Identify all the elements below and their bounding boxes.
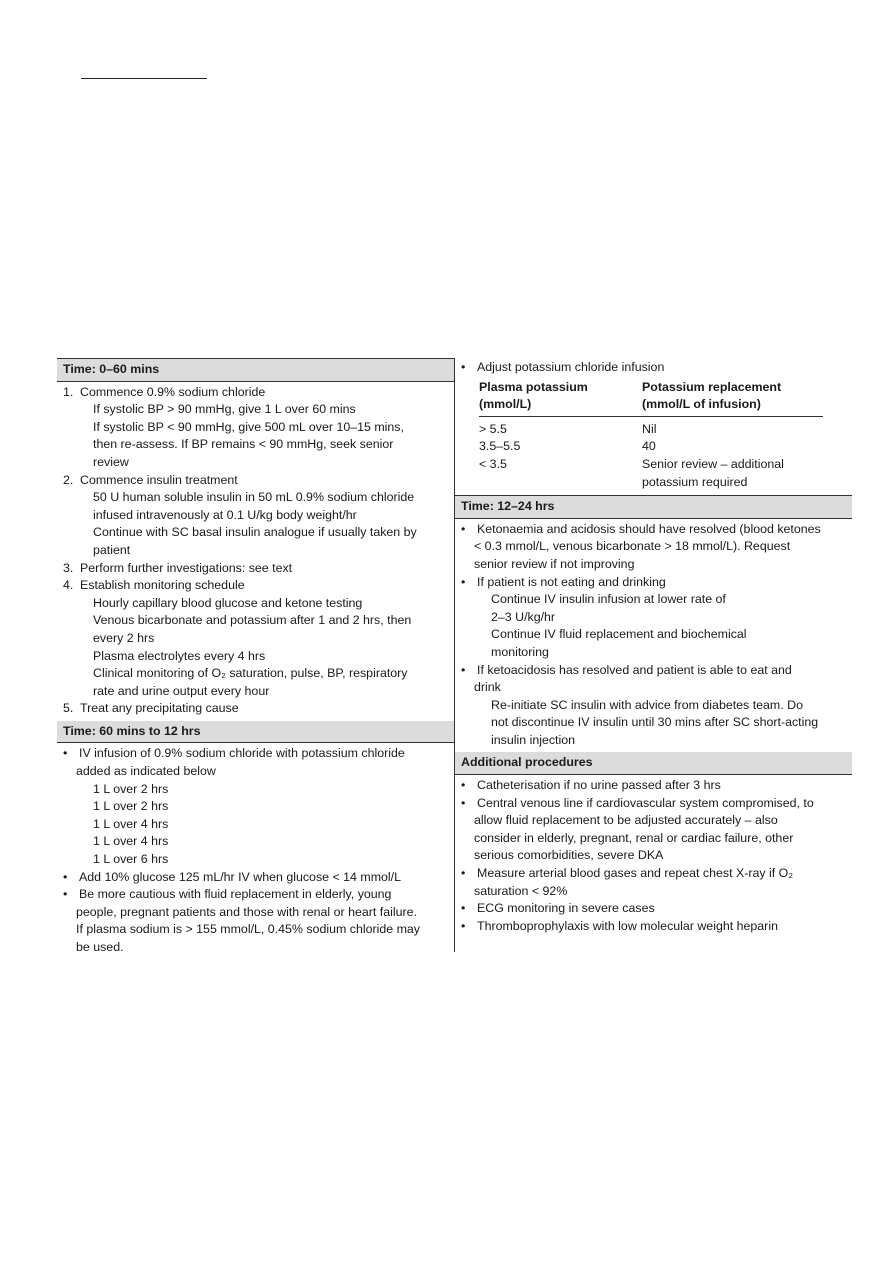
list-item xyxy=(455,574,852,592)
line-text: Commence 0.9% sodium chloride xyxy=(80,384,266,399)
line-text: infused intravenously at 0.1 U/kg body weight/hr xyxy=(93,507,357,522)
section-header: Additional procedures xyxy=(455,752,852,775)
line-text: senior review if not improving xyxy=(474,556,635,571)
table-cell: < 3.5 xyxy=(479,456,507,471)
bullet-marker: • xyxy=(461,778,466,793)
list-item xyxy=(57,419,454,437)
list-item xyxy=(57,436,454,454)
line-text: Catheterisation if no urine passed after 3 hrs xyxy=(477,778,721,793)
table-row xyxy=(479,456,823,495)
plasma-potassium-header: Plasma potassium (mmol/L) xyxy=(479,379,642,417)
item-number: 5. xyxy=(63,701,74,716)
line-text: Be more cautious with fluid replacement in elderly, young xyxy=(79,887,392,902)
line-text: 1 L over 4 hrs xyxy=(93,816,169,831)
line-text: If systolic BP < 90 mmHg, give 500 mL over 10–15 mins, xyxy=(93,419,404,434)
line-text: 1 L over 6 hrs xyxy=(93,852,169,867)
table-row xyxy=(479,416,823,438)
list-item xyxy=(57,489,454,507)
line-text: Perform further investigations: see text xyxy=(80,560,293,575)
line-text: Plasma electrolytes every 4 hrs xyxy=(93,648,266,663)
section-body xyxy=(57,743,454,959)
section-header: Time: 60 mins to 12 hrs xyxy=(57,721,454,744)
list-item xyxy=(455,556,852,574)
list-item xyxy=(57,472,454,490)
line-text: If systolic BP > 90 mmHg, give 1 L over 60 mins xyxy=(93,402,356,417)
item-number: 4. xyxy=(63,578,74,593)
list-item xyxy=(57,763,454,781)
line-text: IV infusion of 0.9% sodium chloride with potassium chloride xyxy=(79,746,405,761)
line-text: Add 10% glucose 125 mL/hr IV when glucose < 14 mmol/L xyxy=(79,869,401,884)
bullet-marker: • xyxy=(63,869,68,884)
section-body xyxy=(455,775,852,938)
item-number: 2. xyxy=(63,472,74,487)
list-item xyxy=(455,847,852,865)
list-item xyxy=(57,851,454,869)
list-item xyxy=(455,900,852,918)
bullet-marker: • xyxy=(461,795,466,810)
list-item xyxy=(57,542,454,560)
potassium-replacement-header: Potassium replacement (mmol/L of infusion) xyxy=(642,379,823,417)
line-text: monitoring xyxy=(491,644,549,659)
list-item xyxy=(57,524,454,542)
table-cell: > 5.5 xyxy=(479,421,507,436)
bullet-marker: • xyxy=(461,918,466,933)
bullet-marker: • xyxy=(461,866,466,881)
list-item xyxy=(57,577,454,595)
list-item xyxy=(57,507,454,525)
table-cell: Senior review – additional potassium required xyxy=(642,456,784,489)
line-text: people, pregnant patients and those with renal or heart failure. xyxy=(76,904,417,919)
list-item xyxy=(455,521,852,539)
list-item xyxy=(455,626,852,644)
line-text: Ketonaemia and acidosis should have resolved (blood ketones xyxy=(477,521,821,536)
list-item xyxy=(57,560,454,578)
bullet-marker: • xyxy=(461,360,466,374)
right-column xyxy=(455,358,852,938)
line-text: Commence insulin treatment xyxy=(80,472,238,487)
list-item xyxy=(57,833,454,851)
bullet-marker: • xyxy=(461,574,466,589)
list-item xyxy=(455,883,852,901)
bullet-marker: • xyxy=(63,887,68,902)
list-item xyxy=(57,454,454,472)
line-text: 1 L over 2 hrs xyxy=(93,799,169,814)
list-item xyxy=(57,595,454,613)
section-body xyxy=(57,382,454,721)
bullet-marker: • xyxy=(461,521,466,536)
line-text: then re-assess. If BP remains < 90 mmHg, seek senior xyxy=(93,437,394,452)
line-text: be used. xyxy=(76,940,124,954)
list-item xyxy=(455,812,852,830)
list-item xyxy=(455,918,852,936)
list-item xyxy=(455,830,852,848)
line-text: Venous bicarbonate and potassium after 1 and 2 hrs, then xyxy=(93,613,412,628)
list-item xyxy=(57,700,454,718)
potassium-intro-line xyxy=(455,359,852,377)
line-text: < 0.3 mmol/L, venous bicarbonate > 18 mmol/L). Request xyxy=(474,539,791,554)
line-text: ECG monitoring in severe cases xyxy=(477,901,655,916)
list-item xyxy=(57,384,454,402)
bullet-marker: • xyxy=(63,746,68,761)
potassium-table xyxy=(479,379,823,496)
line-text: If plasma sodium is > 155 mmol/L, 0.45% sodium chloride may xyxy=(76,922,420,937)
section-header: Time: 0–60 mins xyxy=(57,358,454,382)
section-header: Time: 12–24 hrs xyxy=(455,495,852,519)
line-text: drink xyxy=(474,680,501,695)
list-item xyxy=(455,714,852,732)
line-text: Thromboprophylaxis with low molecular weight heparin xyxy=(477,918,778,933)
table-row xyxy=(479,438,823,456)
potassium-table-header xyxy=(479,379,823,417)
line-text: allow fluid replacement to be adjusted accurately – also xyxy=(474,813,778,828)
line-text: Hourly capillary blood glucose and ketone testing xyxy=(93,595,363,610)
line-text: consider in elderly, pregnant, renal or cardiac failure, other xyxy=(474,830,794,845)
line-text: Central venous line if cardiovascular system compromised, to xyxy=(477,795,814,810)
list-item xyxy=(455,795,852,813)
list-item xyxy=(57,781,454,799)
list-item xyxy=(455,697,852,715)
line-text: 1 L over 4 hrs xyxy=(93,834,169,849)
line-text: 2–3 U/kg/hr xyxy=(491,609,556,624)
line-text: 1 L over 2 hrs xyxy=(93,781,169,796)
table-cell: 3.5–5.5 xyxy=(479,439,521,454)
list-item xyxy=(57,939,454,957)
line-text: every 2 hrs xyxy=(93,630,155,645)
list-item xyxy=(455,679,852,697)
line-text: rate and urine output every hour xyxy=(93,683,270,698)
list-item xyxy=(57,401,454,419)
line-text: Measure arterial blood gases and repeat chest X-ray if O₂ xyxy=(477,866,794,881)
list-item xyxy=(57,745,454,763)
list-item xyxy=(455,609,852,627)
list-item xyxy=(57,869,454,887)
list-item xyxy=(455,732,852,750)
list-item xyxy=(57,648,454,666)
list-item xyxy=(57,886,454,904)
list-item xyxy=(57,816,454,834)
list-item xyxy=(455,662,852,680)
list-item xyxy=(455,538,852,556)
line-text: review xyxy=(93,454,129,469)
list-item xyxy=(57,665,454,683)
line-text: saturation < 92% xyxy=(474,883,568,898)
line-text: If patient is not eating and drinking xyxy=(477,574,666,589)
list-item xyxy=(57,904,454,922)
line-text: Adjust potassium chloride infusion xyxy=(477,360,665,374)
list-item xyxy=(455,777,852,795)
list-item xyxy=(455,865,852,883)
line-text: Clinical monitoring of O₂ saturation, pulse, BP, respiratory xyxy=(93,666,408,681)
item-number: 1. xyxy=(63,384,74,399)
line-text: Continue with SC basal insulin analogue if usually taken by xyxy=(93,525,417,540)
list-item xyxy=(455,644,852,662)
line-text: patient xyxy=(93,542,131,557)
line-text: serious comorbidities, severe DKA xyxy=(474,848,664,863)
list-item xyxy=(57,630,454,648)
dka-management-table xyxy=(57,358,852,953)
line-text: Continue IV fluid replacement and biochemical xyxy=(491,627,747,642)
line-text: Establish monitoring schedule xyxy=(80,578,245,593)
table-cell: 40 xyxy=(642,439,656,454)
header-rule xyxy=(81,78,207,79)
line-text: added as indicated below xyxy=(76,764,216,779)
line-text: insulin injection xyxy=(491,732,576,747)
list-item xyxy=(57,612,454,630)
line-text: Treat any precipitating cause xyxy=(80,701,239,716)
line-text: Re-initiate SC insulin with advice from diabetes team. Do xyxy=(491,697,803,712)
line-text: Continue IV insulin infusion at lower rate of xyxy=(491,592,726,607)
section-body xyxy=(455,519,852,753)
bullet-marker: • xyxy=(461,901,466,916)
line-text: not discontinue IV insulin until 30 mins after SC short-acting xyxy=(491,715,819,730)
line-text: If ketoacidosis has resolved and patient is able to eat and xyxy=(477,662,792,677)
table-cell: Nil xyxy=(642,421,657,436)
list-item xyxy=(57,798,454,816)
item-number: 3. xyxy=(63,560,74,575)
left-column xyxy=(57,358,455,952)
list-item xyxy=(455,591,852,609)
line-text: 50 U human soluble insulin in 50 mL 0.9% sodium chloride xyxy=(93,490,415,505)
list-item xyxy=(57,921,454,939)
list-item xyxy=(57,683,454,701)
bullet-marker: • xyxy=(461,662,466,677)
